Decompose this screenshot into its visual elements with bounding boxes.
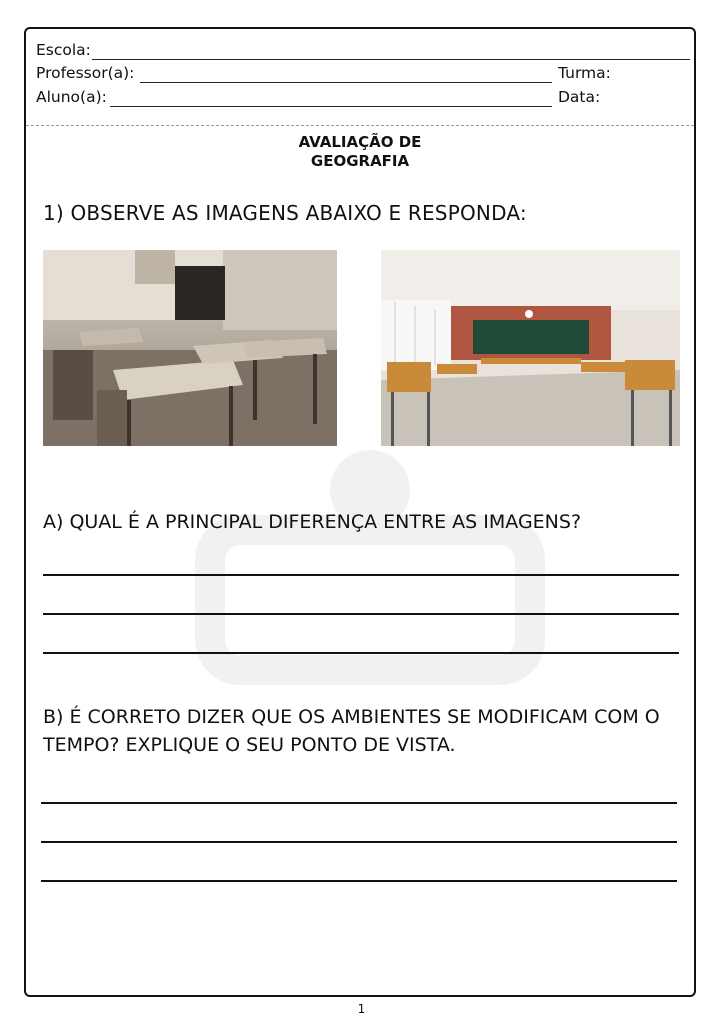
page-title <box>26 133 694 171</box>
worksheet-frame <box>24 27 696 997</box>
class-label: Turma: <box>558 64 611 82</box>
question-1: 1) OBSERVE AS IMAGENS ABAIXO E RESPONDA: <box>43 201 527 225</box>
date-label: Data: <box>558 88 601 106</box>
answer-line-a-1[interactable] <box>43 574 679 576</box>
teacher-field[interactable] <box>140 82 552 83</box>
student-field[interactable] <box>110 106 552 107</box>
question-b: B) É CORRETO DIZER QUE OS AMBIENTES SE MODIFICAM COM O TEMPO? EXPLIQUE O SEU PONTO DE VISTA. <box>43 706 660 756</box>
modern-classroom-photo <box>381 250 680 446</box>
answer-line-b-2[interactable] <box>41 841 677 843</box>
answer-line-a-2[interactable] <box>43 613 679 615</box>
title-line-1: AVALIAÇÃO DE <box>298 133 422 151</box>
student-label: Aluno(a): <box>36 88 107 106</box>
school-label: Escola: <box>36 41 91 59</box>
header-divider <box>26 125 694 126</box>
question-a: A) QUAL É A PRINCIPAL DIFERENÇA ENTRE AS IMAGENS? <box>43 511 582 533</box>
answer-line-b-1[interactable] <box>41 802 677 804</box>
school-field[interactable] <box>92 59 690 60</box>
teacher-label: Professor(a): <box>36 64 135 82</box>
old-classroom-photo <box>43 250 337 446</box>
page-number: 1 <box>357 1002 366 1016</box>
title-line-2: GEOGRAFIA <box>310 152 410 170</box>
answer-line-a-3[interactable] <box>43 652 679 654</box>
answer-line-b-3[interactable] <box>41 880 677 882</box>
